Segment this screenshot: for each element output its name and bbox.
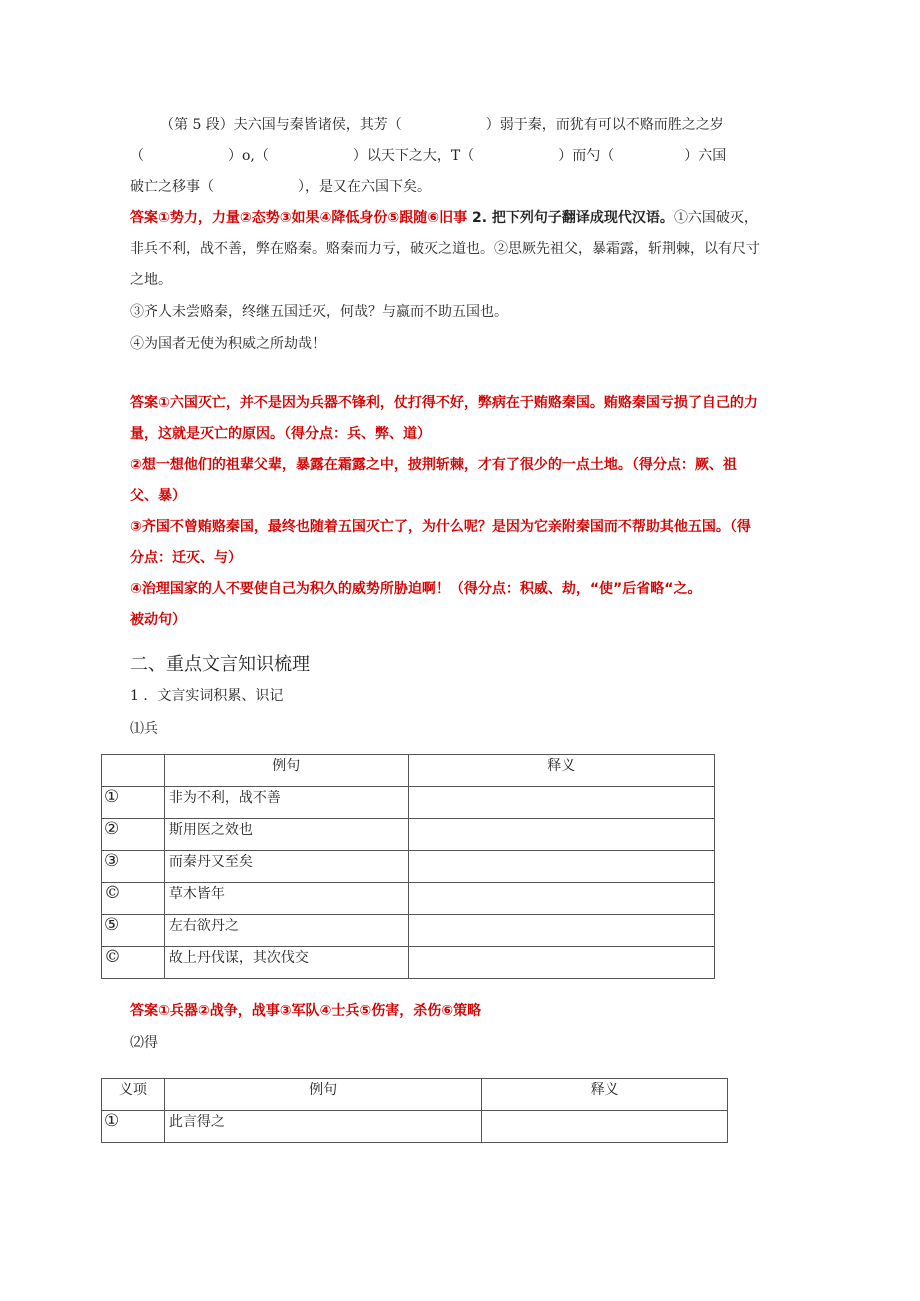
answer-2-line-2: 量，这就是灭亡的原因。（得分点：兵、弊、道） [130, 426, 431, 442]
question-2-item-3: ③齐人未尝赂秦，终继五国迁灭，何哉？与嬴而不助五国也。 [130, 304, 508, 320]
table-row [102, 819, 715, 851]
answer-1-label: 答案①势力，力量②态势③如果④降低身份⑤跟随⑥旧事 [130, 210, 468, 226]
row-num: © [102, 947, 165, 979]
header-meaning: 释义 [482, 1079, 728, 1111]
row-num: ① [102, 1111, 165, 1143]
row-sentence: 而秦丹又至矣 [164, 851, 408, 883]
row-meaning-cell[interactable] [408, 819, 714, 851]
question-2-item-1: ①六国破灭， [673, 210, 758, 226]
table-header-row [102, 755, 715, 787]
row-num: © [102, 883, 165, 915]
row-meaning-cell[interactable] [408, 851, 714, 883]
answer-2-line-3: ②想一想他们的祖辈父辈，暴露在霜露之中，披荆斩棘，才有了很少的一点土地。（得分点：厥、祖 [130, 457, 737, 473]
word-bing-label: ⑴兵 [130, 721, 158, 737]
table-row [102, 787, 715, 819]
row-meaning-cell[interactable] [482, 1111, 728, 1143]
answer-2-line-6: 分点：迁灭、与） [130, 550, 242, 566]
table-row [102, 915, 715, 947]
answer-2-line-5: ③齐国不曾贿赂秦国，最终也随着五国灭亡了，为什么呢？是因为它亲附秦国而不帮助其他五国。（得 [130, 519, 751, 535]
answer-2-line-8: 被动句） [130, 612, 186, 628]
table-header-row [102, 1079, 728, 1111]
passage-line-1: （第 5 段）夫六国与秦皆诸侯，其芳（ ）弱于秦，而犹有可以不赂而胜之之岁 [160, 117, 724, 133]
row-sentence: 斯用医之效也 [164, 819, 408, 851]
row-num: ① [102, 787, 165, 819]
header-meaning: 释义 [408, 755, 714, 787]
header-sentence: 例句 [164, 755, 408, 787]
row-sentence: 非为不利，战不善 [164, 787, 408, 819]
row-meaning-cell[interactable] [408, 947, 714, 979]
question-2-line-3: 之地。 [130, 272, 172, 288]
row-sentence: 故上丹伐谋，其次伐交 [164, 947, 408, 979]
row-num: ⑤ [102, 915, 165, 947]
subsection-1-title: 1 ．文言实词积累、识记 [130, 688, 284, 704]
row-sentence: 左右欲丹之 [164, 915, 408, 947]
row-meaning-cell[interactable] [408, 883, 714, 915]
row-num: ③ [102, 851, 165, 883]
row-sentence: 草木皆年 [164, 883, 408, 915]
header-sentence: 例句 [164, 1079, 481, 1111]
answer-2-line-7: ④治理国家的人不要使自己为积久的威势所胁迫啊！（得分点：积威、劫，“使”后省略“之。 [130, 581, 702, 597]
header-sense: 义项 [102, 1079, 165, 1111]
answer-1-line-1 [130, 207, 758, 227]
table-row [102, 947, 715, 979]
answer-2-line-4: 父、暴） [130, 488, 186, 504]
table-row [102, 851, 715, 883]
table-row [102, 883, 715, 915]
answer-2-line-1: 答案①六国灭亡，并不是因为兵器不锋利，仗打得不好，弊病在于贿赂秦国。贿赂秦国亏损了自己的力 [130, 395, 758, 411]
question-2-item-4: ④为国者无使为积威之所劫哉！ [130, 336, 326, 352]
row-sentence: 此言得之 [164, 1111, 481, 1143]
question-2-line-2: 非兵不利，战不善，弊在赂秦。赂秦而力亏，破灭之道也。②思厥先祖父，暴霜露，斩荆棘，以有尺寸 [130, 241, 760, 257]
answer-3: 答案①兵器②战争，战事③军队④士兵⑤伤害，杀伤⑥策略 [130, 1003, 482, 1019]
table-row [102, 1111, 728, 1143]
row-meaning-cell[interactable] [408, 787, 714, 819]
section-2-title: 二、重点文言知识梳理 [130, 654, 310, 675]
header-num [102, 755, 165, 787]
row-num: ② [102, 819, 165, 851]
table-de [101, 1078, 728, 1143]
row-meaning-cell[interactable] [408, 915, 714, 947]
question-2-title: 2. 把下列句子翻译成现代汉语。 [467, 210, 674, 226]
passage-line-3: 破亡之移事（ ），是又在六国下矣。 [130, 179, 431, 195]
passage-line-2: （ ）o,（ ）以天下之大，T（ ）而勺（ ）六国 [130, 148, 727, 164]
word-de-label: ⑵得 [130, 1035, 158, 1051]
table-bing [101, 754, 715, 979]
